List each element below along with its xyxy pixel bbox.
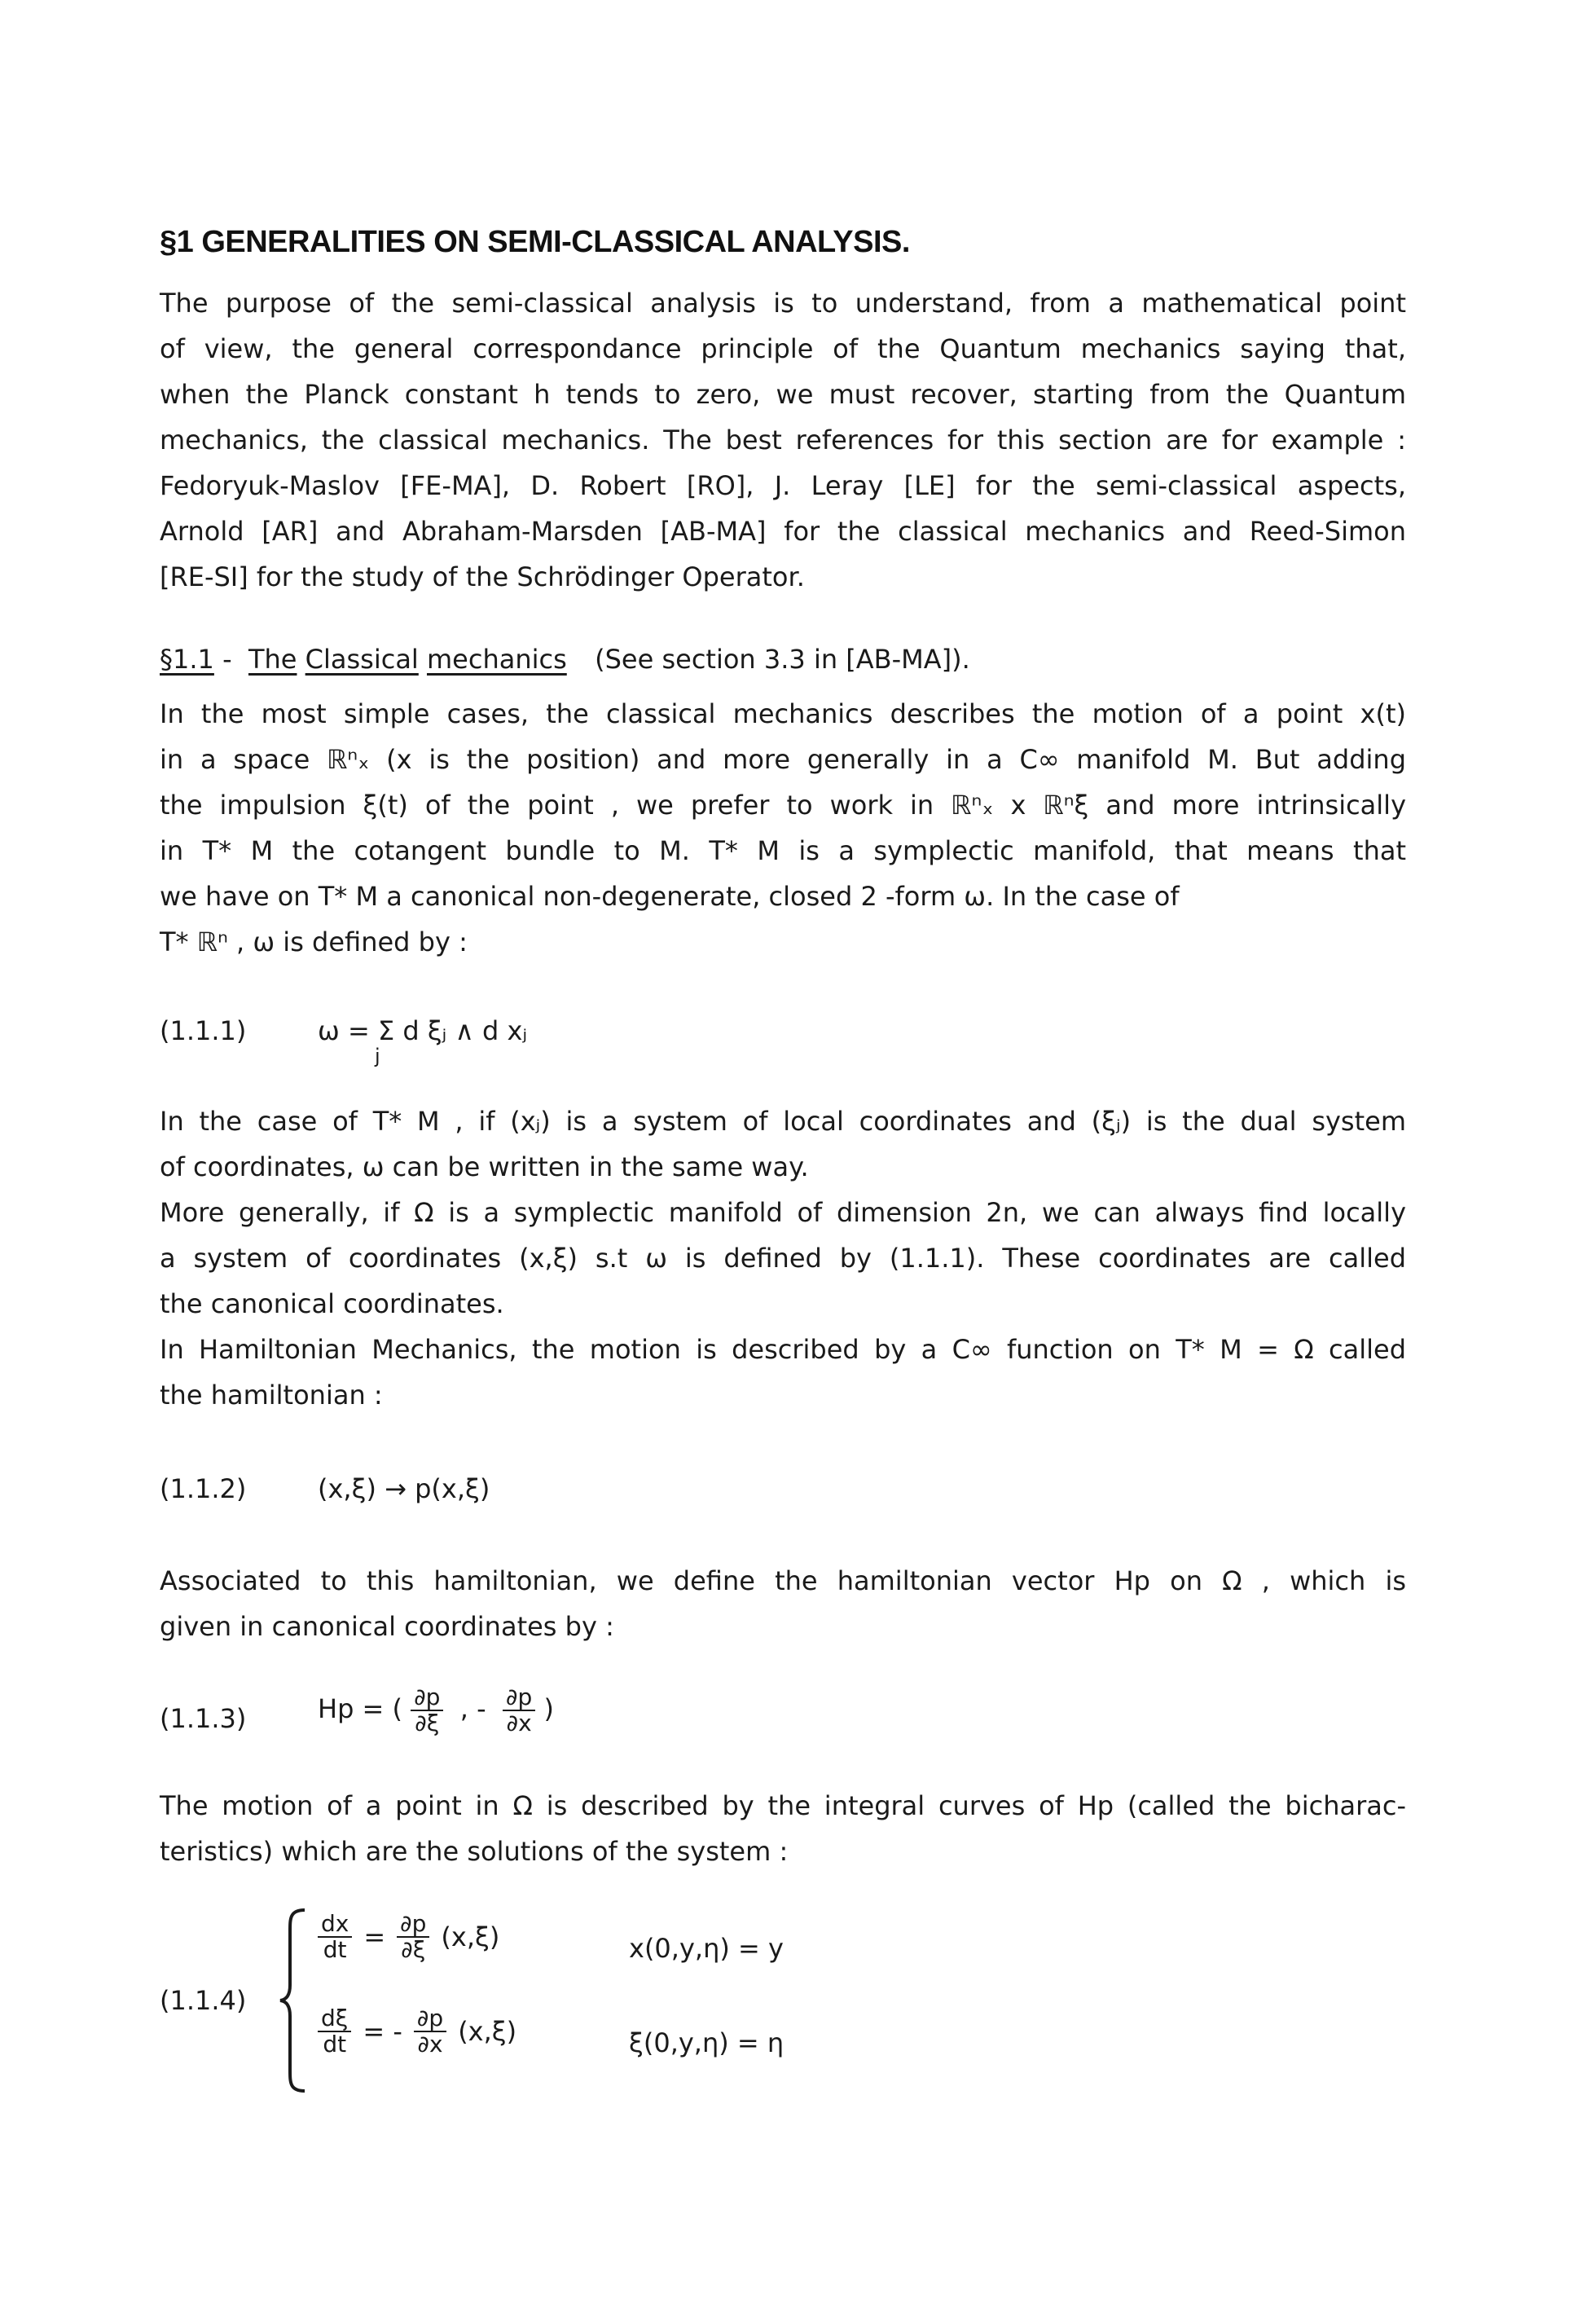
coordinates-paragraph xyxy=(160,1098,1406,1418)
text-line: Fedoryuk-Maslov [FE-MA], D. Robert [RO], J. Leray [LE] for the semi-classical aspects, xyxy=(160,470,1406,501)
equation-row-1 xyxy=(318,1912,499,1962)
subsection-title-word: The xyxy=(248,644,297,675)
text-line: In the most simple cases, the classical mechanics describes the motion of a point x(t) xyxy=(160,698,1406,729)
equation-1-1-3 xyxy=(318,1685,554,1736)
section-heading: §1 GENERALITIES ON SEMI-CLASSICAL ANALYSIS. xyxy=(160,225,910,259)
fraction-numerator: ∂p xyxy=(411,1685,443,1711)
left-brace-icon xyxy=(277,1907,310,2094)
subsection-reference: (See section 3.3 in [AB-MA]). xyxy=(595,644,970,675)
text-line: teristics) which are the solutions of the system : xyxy=(160,1836,789,1867)
equation-number: (1.1.4) xyxy=(160,1985,247,2016)
initial-condition: x(0,y,η) = y xyxy=(629,1933,784,1964)
equation-row-2 xyxy=(318,2006,516,2057)
subsection-dash: - xyxy=(213,644,240,675)
text-line: we have on T* M a canonical non-degenerate, closed 2 -form ω. In the case of xyxy=(160,881,1180,912)
fraction-numerator: ∂p xyxy=(503,1685,535,1711)
equation-lhs: Hp = ( xyxy=(318,1693,403,1724)
text-line: More generally, if Ω is a symplectic manifold of dimension 2n, we can always find locally xyxy=(160,1197,1406,1228)
fraction-numerator: dx xyxy=(318,1912,352,1938)
subsection-title-word: Classical xyxy=(305,644,419,675)
fraction-numerator: dξ xyxy=(318,2006,351,2032)
text-line: the hamiltonian : xyxy=(160,1380,383,1411)
text-line: of view, the general correspondance principle of the Quantum mechanics saying that, xyxy=(160,333,1406,364)
initial-condition: ξ(0,y,η) = η xyxy=(629,2027,785,2058)
text-line: Associated to this hamiltonian, we define the hamiltonian vector Hp on Ω , which is xyxy=(160,1565,1406,1596)
subsection-heading xyxy=(160,644,970,675)
function-argument: (x,ξ) xyxy=(458,2016,517,2047)
fraction xyxy=(414,2006,446,2057)
function-argument: (x,ξ) xyxy=(441,1921,500,1952)
text-line: The purpose of the semi-classical analysis is to understand, from a mathematical point xyxy=(160,288,1406,319)
text-line: of coordinates, ω can be written in the same way. xyxy=(160,1151,809,1182)
fraction-denominator: ∂ξ xyxy=(415,1710,440,1736)
text-line: The motion of a point in Ω is described by the integral curves of Hp (called the bicharac- xyxy=(160,1790,1406,1821)
subsection-number: §1.1 xyxy=(160,644,214,675)
equation-1-1-2: (x,ξ) → p(x,ξ) xyxy=(318,1473,490,1504)
equals-sign: = xyxy=(363,1921,386,1952)
fraction xyxy=(397,1912,429,1962)
fraction-denominator: ∂x xyxy=(417,2031,443,2058)
bicharacteristics-paragraph xyxy=(160,1783,1406,1874)
text-line: [RE-SI] for the study of the Schrödinger Operator. xyxy=(160,561,805,592)
equation-number: (1.1.3) xyxy=(160,1703,247,1734)
equation-1-1-1: ω = Σ d ξⱼ ∧ d xⱼ xyxy=(318,1015,528,1046)
equation-separator: , - xyxy=(451,1693,494,1724)
text-line: In the case of T* M , if (xⱼ) is a system of local coordinates and (ξⱼ) is the dual system xyxy=(160,1106,1406,1137)
text-line: when the Planck constant h tends to zero, we must recover, starting from the Quantum xyxy=(160,379,1406,410)
text-line: in T* M the cotangent bundle to M. T* M is a symplectic manifold, that means that xyxy=(160,835,1406,866)
subsection-title-word: mechanics xyxy=(426,644,567,675)
intro-paragraph xyxy=(160,280,1406,600)
fraction xyxy=(318,1912,352,1962)
text-line: mechanics, the classical mechanics. The best references for this section are for example : xyxy=(160,425,1406,456)
fraction-denominator: dt xyxy=(323,1936,347,1963)
fraction-denominator: dt xyxy=(323,2031,347,2058)
fraction xyxy=(318,2006,351,2057)
fraction xyxy=(411,1685,443,1736)
equation-rhs: ) xyxy=(543,1693,554,1724)
equals-sign: = - xyxy=(363,2016,402,2047)
hamiltonian-vector-paragraph xyxy=(160,1558,1406,1649)
text-line: T* ℝⁿ , ω is defined by : xyxy=(160,927,468,957)
text-line: the canonical coordinates. xyxy=(160,1288,504,1319)
equation-number: (1.1.2) xyxy=(160,1473,247,1504)
text-line: Arnold [AR] and Abraham-Marsden [AB-MA] for the classical mechanics and Reed-Simon xyxy=(160,516,1406,547)
text-line: given in canonical coordinates by : xyxy=(160,1611,614,1642)
classical-mechanics-paragraph xyxy=(160,691,1406,965)
equation-number: (1.1.1) xyxy=(160,1015,247,1046)
summation-index: j xyxy=(375,1045,380,1067)
fraction-numerator: ∂p xyxy=(414,2006,446,2032)
text-line: In Hamiltonian Mechanics, the motion is described by a C∞ function on T* M = Ω called xyxy=(160,1334,1406,1365)
text-line: in a space ℝⁿₓ (x is the position) and more generally in a C∞ manifold M. But adding xyxy=(160,744,1406,775)
fraction-numerator: ∂p xyxy=(397,1912,429,1938)
text-line: the impulsion ξ(t) of the point , we prefer to work in ℝⁿₓ x ℝⁿξ and more intrinsically xyxy=(160,790,1406,821)
fraction-denominator: ∂ξ xyxy=(401,1936,426,1963)
fraction xyxy=(503,1685,535,1736)
text-line: a system of coordinates (x,ξ) s.t ω is defined by (1.1.1). These coordinates are called xyxy=(160,1243,1406,1274)
fraction-denominator: ∂x xyxy=(506,1710,532,1736)
